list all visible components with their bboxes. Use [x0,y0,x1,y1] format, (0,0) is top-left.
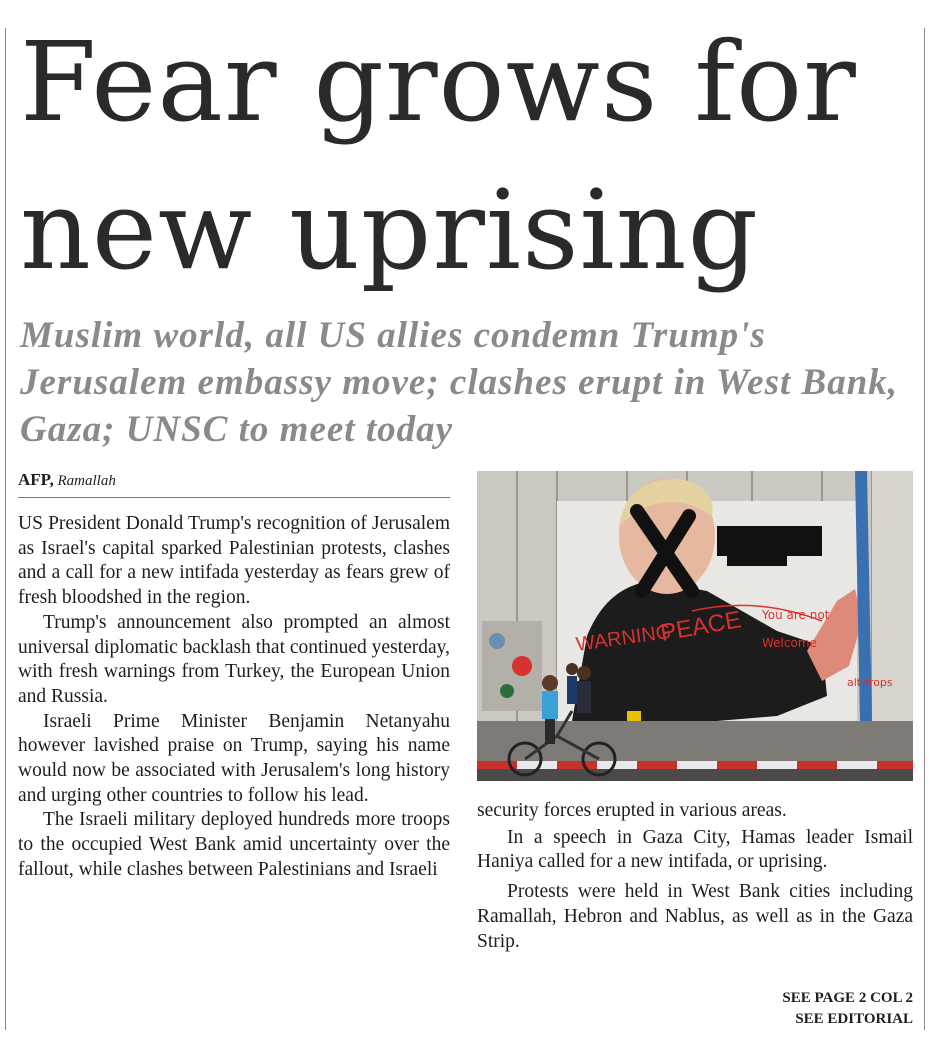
photo-illustration [477,471,913,781]
paragraph: Trump's announcement also prompted an almost universal diplomatic backlash that continued yesterday, with fresh warnings from Turkey, the European Union and Russia. [18,611,450,707]
news-photo [477,471,913,781]
paragraph: Protests were held in West Bank cities including Ramallah, Hebron and Nablus, as well as in the Gaza Strip. [477,881,913,952]
left-column-rule [5,28,6,1030]
mural-text-welcome: Welcome [762,636,817,650]
see-page-reference: SEE PAGE 2 COL 2 [782,990,913,1006]
byline-dateline: Ramallah [57,473,116,489]
paragraph: US President Donald Trump's recognition of Jerusalem as Israel's capital sparked Palestinian protests, clashes and a call for a new intifada yesterday as fears grew of fresh bloodshed in the region. [18,513,450,609]
mural-text-peace: PEACE [658,606,744,647]
paragraph: In a speech in Gaza City, Hamas leader Ismail Haniya called for a new intifada, or uprising. [477,826,913,873]
headline: Fear grows for new uprising [20,18,857,294]
see-editorial-reference: SEE EDITORIAL [795,1011,913,1027]
article-column-right [477,799,913,959]
svg-text:alt trops: alt trops [847,676,893,689]
subheadline: Muslim world, all US allies condemn Trump's Jerusalem embassy move; clashes erupt in West Bank, Gaza; UNSC to meet today [20,315,899,450]
mural-text-warning: WARNING [574,620,673,656]
byline-agency: AFP, [18,470,54,489]
mural-text-you-are-not: You are not [762,608,830,622]
article-column-left [18,512,450,883]
paragraph: Israeli Prime Minister Benjamin Netanyahu however lavished praise on Trump, saying his name would now be associated with Jerusalem's long history and urging other countries to follow his lead. [18,710,450,806]
paragraph: The Israeli military deployed hundreds more troops to the occupied West Bank amid uncertainty over the fallout, while clashes between Palestinians and Israeli [18,809,450,880]
right-column-rule [924,28,925,1030]
paragraph: security forces erupted in various areas. [477,800,787,821]
road [477,769,913,781]
byline [18,470,450,498]
continuation-references [600,988,913,1030]
